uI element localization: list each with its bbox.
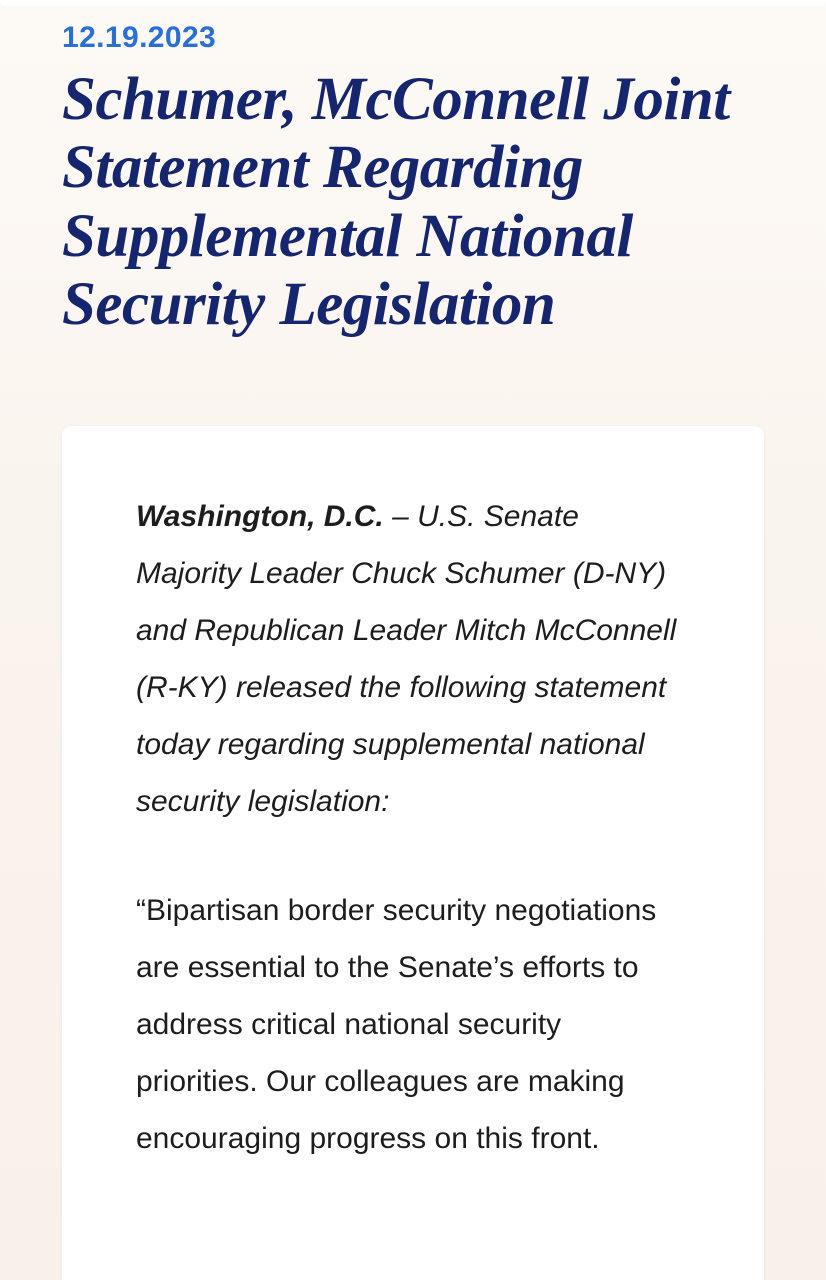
article-lede [136, 488, 690, 830]
dateline: Washington, D.C. [136, 500, 384, 533]
article-header [0, 0, 826, 339]
article-content-card [62, 426, 764, 1280]
lede-text: – U.S. Senate Majority Leader Chuck Schumer (D-NY) and Republican Leader Mitch McConnell (R-KY) released the following statement today regarding supplemental national security legislation: [136, 500, 677, 818]
browser-top-edge [0, 0, 826, 6]
article-date: 12.19.2023 [62, 21, 217, 54]
article-paragraph: “Bipartisan border security negotiations are essential to the Senate’s efforts to address critical national security priorities. Our colleagues are making encouraging progress on this front. [136, 894, 657, 1155]
page-scrollbar[interactable] [820, 0, 824, 1280]
page-title: Schumer, McConnell Joint Statement Regarding Supplemental National Security Legislation [62, 66, 730, 338]
